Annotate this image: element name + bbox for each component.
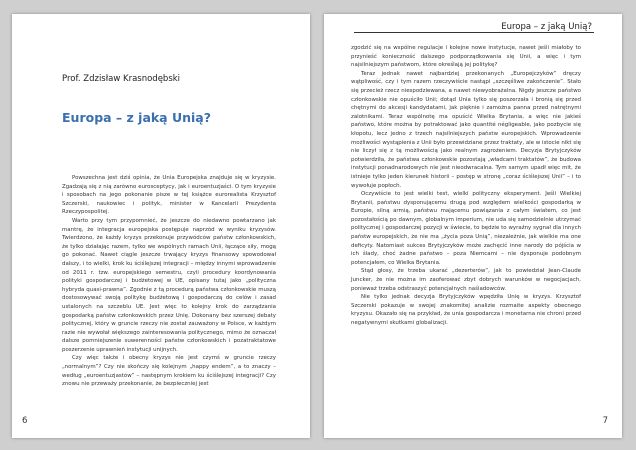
page-number: 7 [602,416,608,426]
left-page [12,14,310,438]
paragraph: Powszechna jest dziś opinia, że Unia Europejska znajduje się w kryzysie. Zgadzają się z nią zarówno eurosceptycy, jak i euroentuzjaści. O tym kryzysie i sposobach na jego pokonanie pisze w tej książce eurorealista Krzysztof Szczerski, naukowiec i polityk, minister w Kancelarii Prezydenta Rzeczypospolitej. [62,175,276,216]
paragraph: zgodzić się na wspólne regulacje i kolejne nowe instytucje, nawet jeśli miałoby to przynieść konieczność dalszego podporządkowania się Unii, a więc i tym najsilniejszym państwom, które określają jej politykę? [351,45,581,69]
right-body-text [351,44,581,328]
left-body-text [62,174,276,389]
running-head: Europa – z jaką Unią? [501,22,592,32]
right-page [324,14,622,438]
page-number: 6 [22,416,28,426]
author-name: Prof. Zdzisław Krasnodębski [62,74,181,84]
chapter-title: Europa – z jaką Unią? [62,110,211,125]
paragraph: Czy więc także i obecny kryzys nie jest czymś w gruncie rzeczy „normalnym”? Czy nie skończy się kolejnym „happy endem”, a to znaczy – według „euroentuzjastów” – następnym krokiem ku ściślejszej integracji? Czy znowu nie przeważy przekonanie, że bezpieczniej jest [62,355,276,388]
paragraph: Teraz jednak nawet najbardziej przekonanych „Europejczyków” dręczy wątpliwość, czy i tym razem rzeczywiście nastąpi „szczęśliwe zakończenie”. Stało się przecież rzecz niespodziewana, a nawet niewyobrażalna. Nigdy jeszcze państwo członkowskie nie opuściło Unii; dotąd Unia tylko się poszerzała i bronią się przed chętnymi do akcesji kandydatami, jak pięknie i zamożna panna przed natrętnymi zalotnikami. Teraz wspólnotę ma opuścić Wielka Brytania, a więc nie jakieś państwo, które można by potraktować jako quantité négligeable, jako pozbycie się kłopotu, lecz jedno z trzech najsilniejszych państw europejskich. Wprowadzenie możliwości wystąpienia z Unii było przewidziane przez traktaty, ale w istocie nikt się nie liczył się z tą możliwością jako realnym zagrożeniem. Decyzja Brytyjczyków potwierdziła, że państwa członkowskie pozostają „władcami traktatów”, że budowa instytucji ponadnarodowych nie jest nieodwracalna. Tym samym upadł więc mit, że istnieje tylko jeden kierunek historii – postęp w stronę „coraz ściślejszej Unii” – i to wywołuje popłoch. [351,70,581,189]
paragraph: Warto przy tym przypomnieć, że jeszcze do niedawno powtarzano jak mantrę, że integracja europejska postępuje naprzód w wyniku kryzysów. Twierdzono, że każdy kryzys przekonuje przywódców państw członkowskich, że tylko działając razem, tylko we wspólnych ramach Unii, łączące siły, mogą go pokonać. Nawet ciągle jeszcze trwający kryzys finansowy spowodował dalszy, i to wielki, krok ku ściślejszej integracji – między innymi wprowadzenie od 2011 r. tzw. europejskiego semestru, czyli procedury koordynowania polityki gospodarczej i budżetowej w UE, opisany tutaj jako „polityczna hybryda quasi-prawna”. Zgodnie z tą procedurą państwa członkowskie muszą dostosowywać swoją politykę budżetową i gospodarczą do celów i zasad ustalonych na szczeblu UE. Jest więc to kolejny krok do zarządzania gospodarką państw członkowskich przez Unię. Dokonany bez szerszej debaty politycznej, który w gruncie rzeczy nie został zauważony w Polsce, w każdym razie nie wywołał większego zainteresowania politycznego, mimo że oznaczał dalsze pomniejszenie suwerenności państw członkowskich i pozatraktatowe poszerzenie uprawnień instytucji unijnych. [62,217,276,353]
header-rule [354,32,594,33]
paragraph: Stąd głosy, że trzeba ukarać „dezerterów”, jak to powiedział Jean-Claude Juncker, że nie można im zaoferować zbyt dobrych warunków w negocjacjach, ponieważ trzeba odstraszyć potencjalnych naśladowców. [351,268,581,292]
paragraph: Nie tylko jednak decyzja Brytyjczyków wpędziła Unię w kryzys. Krzysztof Szczerski pokazuje w swojej znakomitej analizie rozmaite aspekty obecnego kryzysu. Okazało się na przykład, że unia gospodarcza i monetarna nie chroni przed negatywnymi skutkami globalizacji. [351,294,581,326]
paragraph: Oczywiście to jest wielki test, wielki polityczny eksperyment. Jeśli Wielkiej Brytanii, państwu dysponującemu drugą pod względem wielkości gospodarką w Europie, silną armią, państwu mającemu powiązania z całym światem, co jest pozostałością po dawnym, globalnym imperium, nie uda się samodzielnie utrzymać politycznej i gospodarczej pozycji w świecie, to będzie to wyraźny sygnał dla innych państw europejskich, że nie ma „życia poza Unią”, niezależnie, jak wielkie ma one deficyty. Natomiast sukces Brytyjczyków może zachęcić inne narody do pójścia w ich ślady, choć żadne państwo – poza Niemcami – nie dysponuje podobnym potencjałem, co Wielka Brytania. [351,191,581,266]
